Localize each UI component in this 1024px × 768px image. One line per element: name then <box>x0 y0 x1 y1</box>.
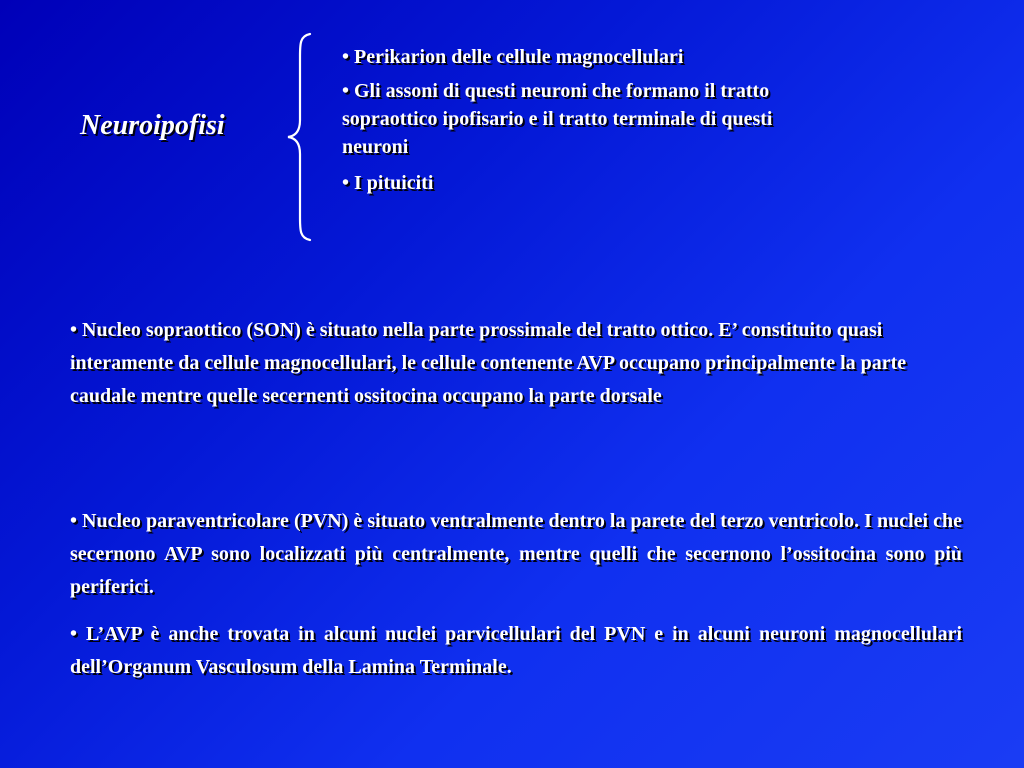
slide-title: Neuroipofisi <box>80 110 225 141</box>
paragraph-son: • Nucleo sopraottico (SON) è situato nella parte prossimale del tratto ottico. E’ constituito quasi interamente da cellule magnocellulari, le cellule contenente AVP occupano principalmente la parte caudale mentre quelle secernenti ossitocina occupano la parte dorsale <box>70 319 907 407</box>
top-bullet-list <box>342 43 822 205</box>
top-bullet-item: • I pituiciti <box>342 172 434 194</box>
paragraph-avp: • L’AVP è anche trovata in alcuni nuclei parvicellulari del PVN e in alcuni neuroni magnocellulari dell’Organum Vasculosum della Lamina Terminale. <box>70 623 962 678</box>
paragraph-pvn: • Nucleo paraventricolare (PVN) è situato ventralmente dentro la parete del terzo ventricolo. I nuclei che secernono AVP sono localizzati più centralmente, mentre quelli che secernono l’ossitocina sono più periferici. <box>70 510 962 598</box>
left-curly-brace-icon <box>286 32 314 242</box>
top-bullet-item: • Gli assoni di questi neuroni che formano il tratto sopraottico ipofisario e il tratto terminale di questi neuroni <box>342 80 773 158</box>
top-bullet-item: • Perikarion delle cellule magnocellulari <box>342 46 684 68</box>
